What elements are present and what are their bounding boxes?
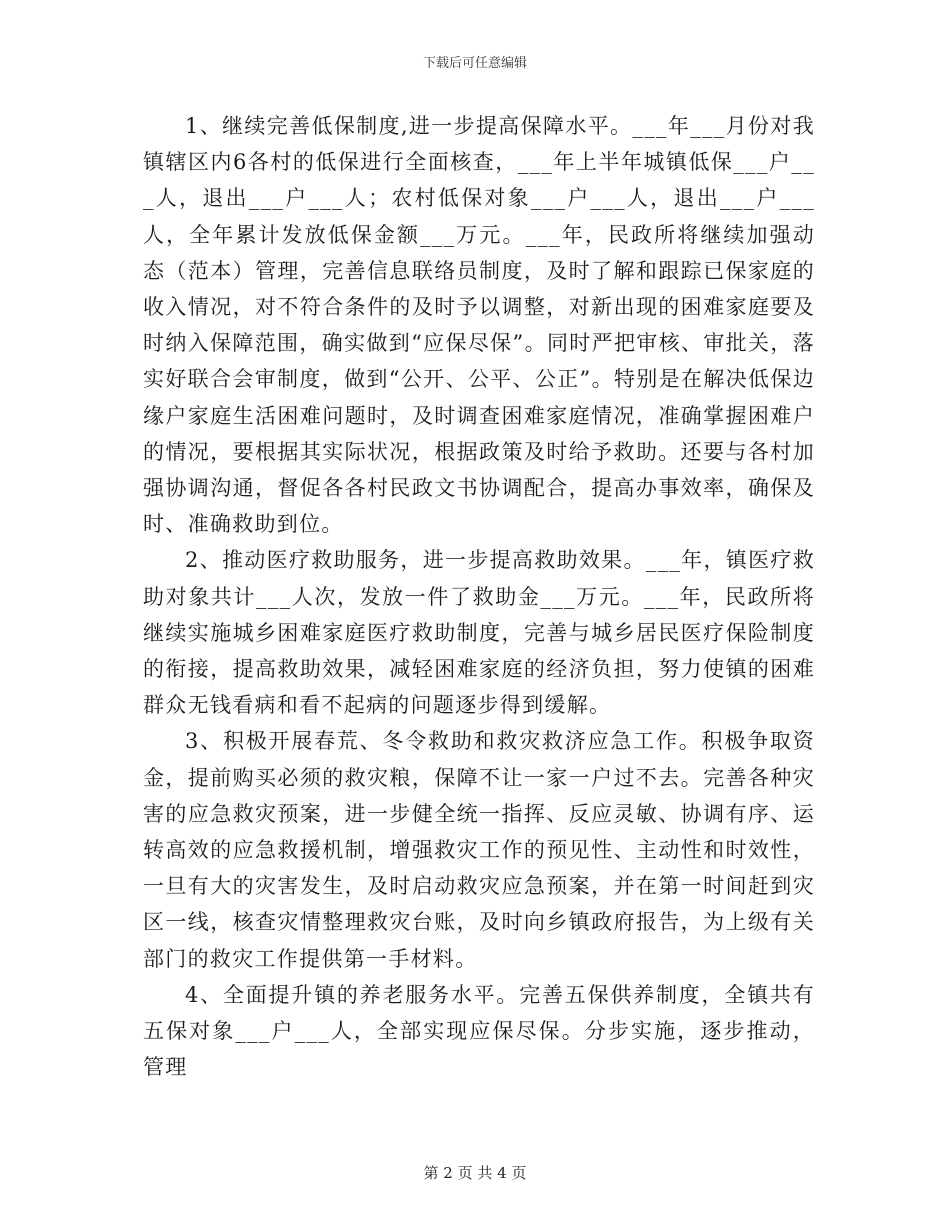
paragraph-2: 2、推动医疗救助服务，进一步提高救助效果。___年，镇医疗救助对象共计___人次，发放一件了救助金___万元。___年，民政所将继续实施城乡困难家庭医疗救助制度，完善与城乡居民医疗保险制度的衔接，提高救助效果，减轻困难家庭的经济负担，努力使镇的困难群众无钱看病和看不起病的问题逐步得到缓解。 [143, 548, 815, 718]
page-number: 第 2 页 共 4 页 [423, 1164, 527, 1182]
paragraph-4: 4、全面提升镇的养老服务水平。完善五保供养制度，全镇共有五保对象___户___人，全部实现应保尽保。分步实施，逐步推动，管理 [143, 982, 815, 1080]
paragraph-3: 3、积极开展春荒、冬令救助和救灾救济应急工作。积极争取资金，提前购买必须的救灾粮，保障不让一家一户过不去。完善各种灾害的应急救灾预案，进一步健全统一指挥、反应灵敏、协调有序、运转高效的应急救援机制，增强救灾工作的预见性、主动性和时效性，一旦有大的灾害发生，及时启动救灾应急预案，并在第一时间赶到灾区一线，核查灾情整理救灾台账，及时向乡镇政府报告，为上级有关部门的救灾工作提供第一手材料。 [143, 729, 815, 971]
document-body [143, 108, 815, 1085]
page-header: 下载后可任意编辑 [422, 56, 527, 71]
paragraph-1: 1、继续完善低保制度,进一步提高保障水平。___年___月份对我镇辖区内6各村的低保进行全面核查，___年上半年城镇低保___户___人，退出___户___人；农村低保对象___户___人，退出___户___人，全年累计发放低保金额___万元。___年，民政所将继续加强动态（范本）管理，完善信息联络员制度，及时了解和跟踪已保家庭的收入情况，对不符合条件的及时予以调整，对新出现的困难家庭要及时纳入保障范围，确实做到“应保尽保”。同时严把审核、审批关，落实好联合会审制度，做到“公开、公平、公正”。特别是在解决低保边缘户家庭生活困难问题时，及时调查困难家庭情况，准确掌握困难户的情况，要根据其实际状况，根据政策及时给予救助。还要与各村加强协调沟通，督促各各村民政文书协调配合，提高办事效率，确保及时、准确救助到位。 [143, 114, 815, 537]
